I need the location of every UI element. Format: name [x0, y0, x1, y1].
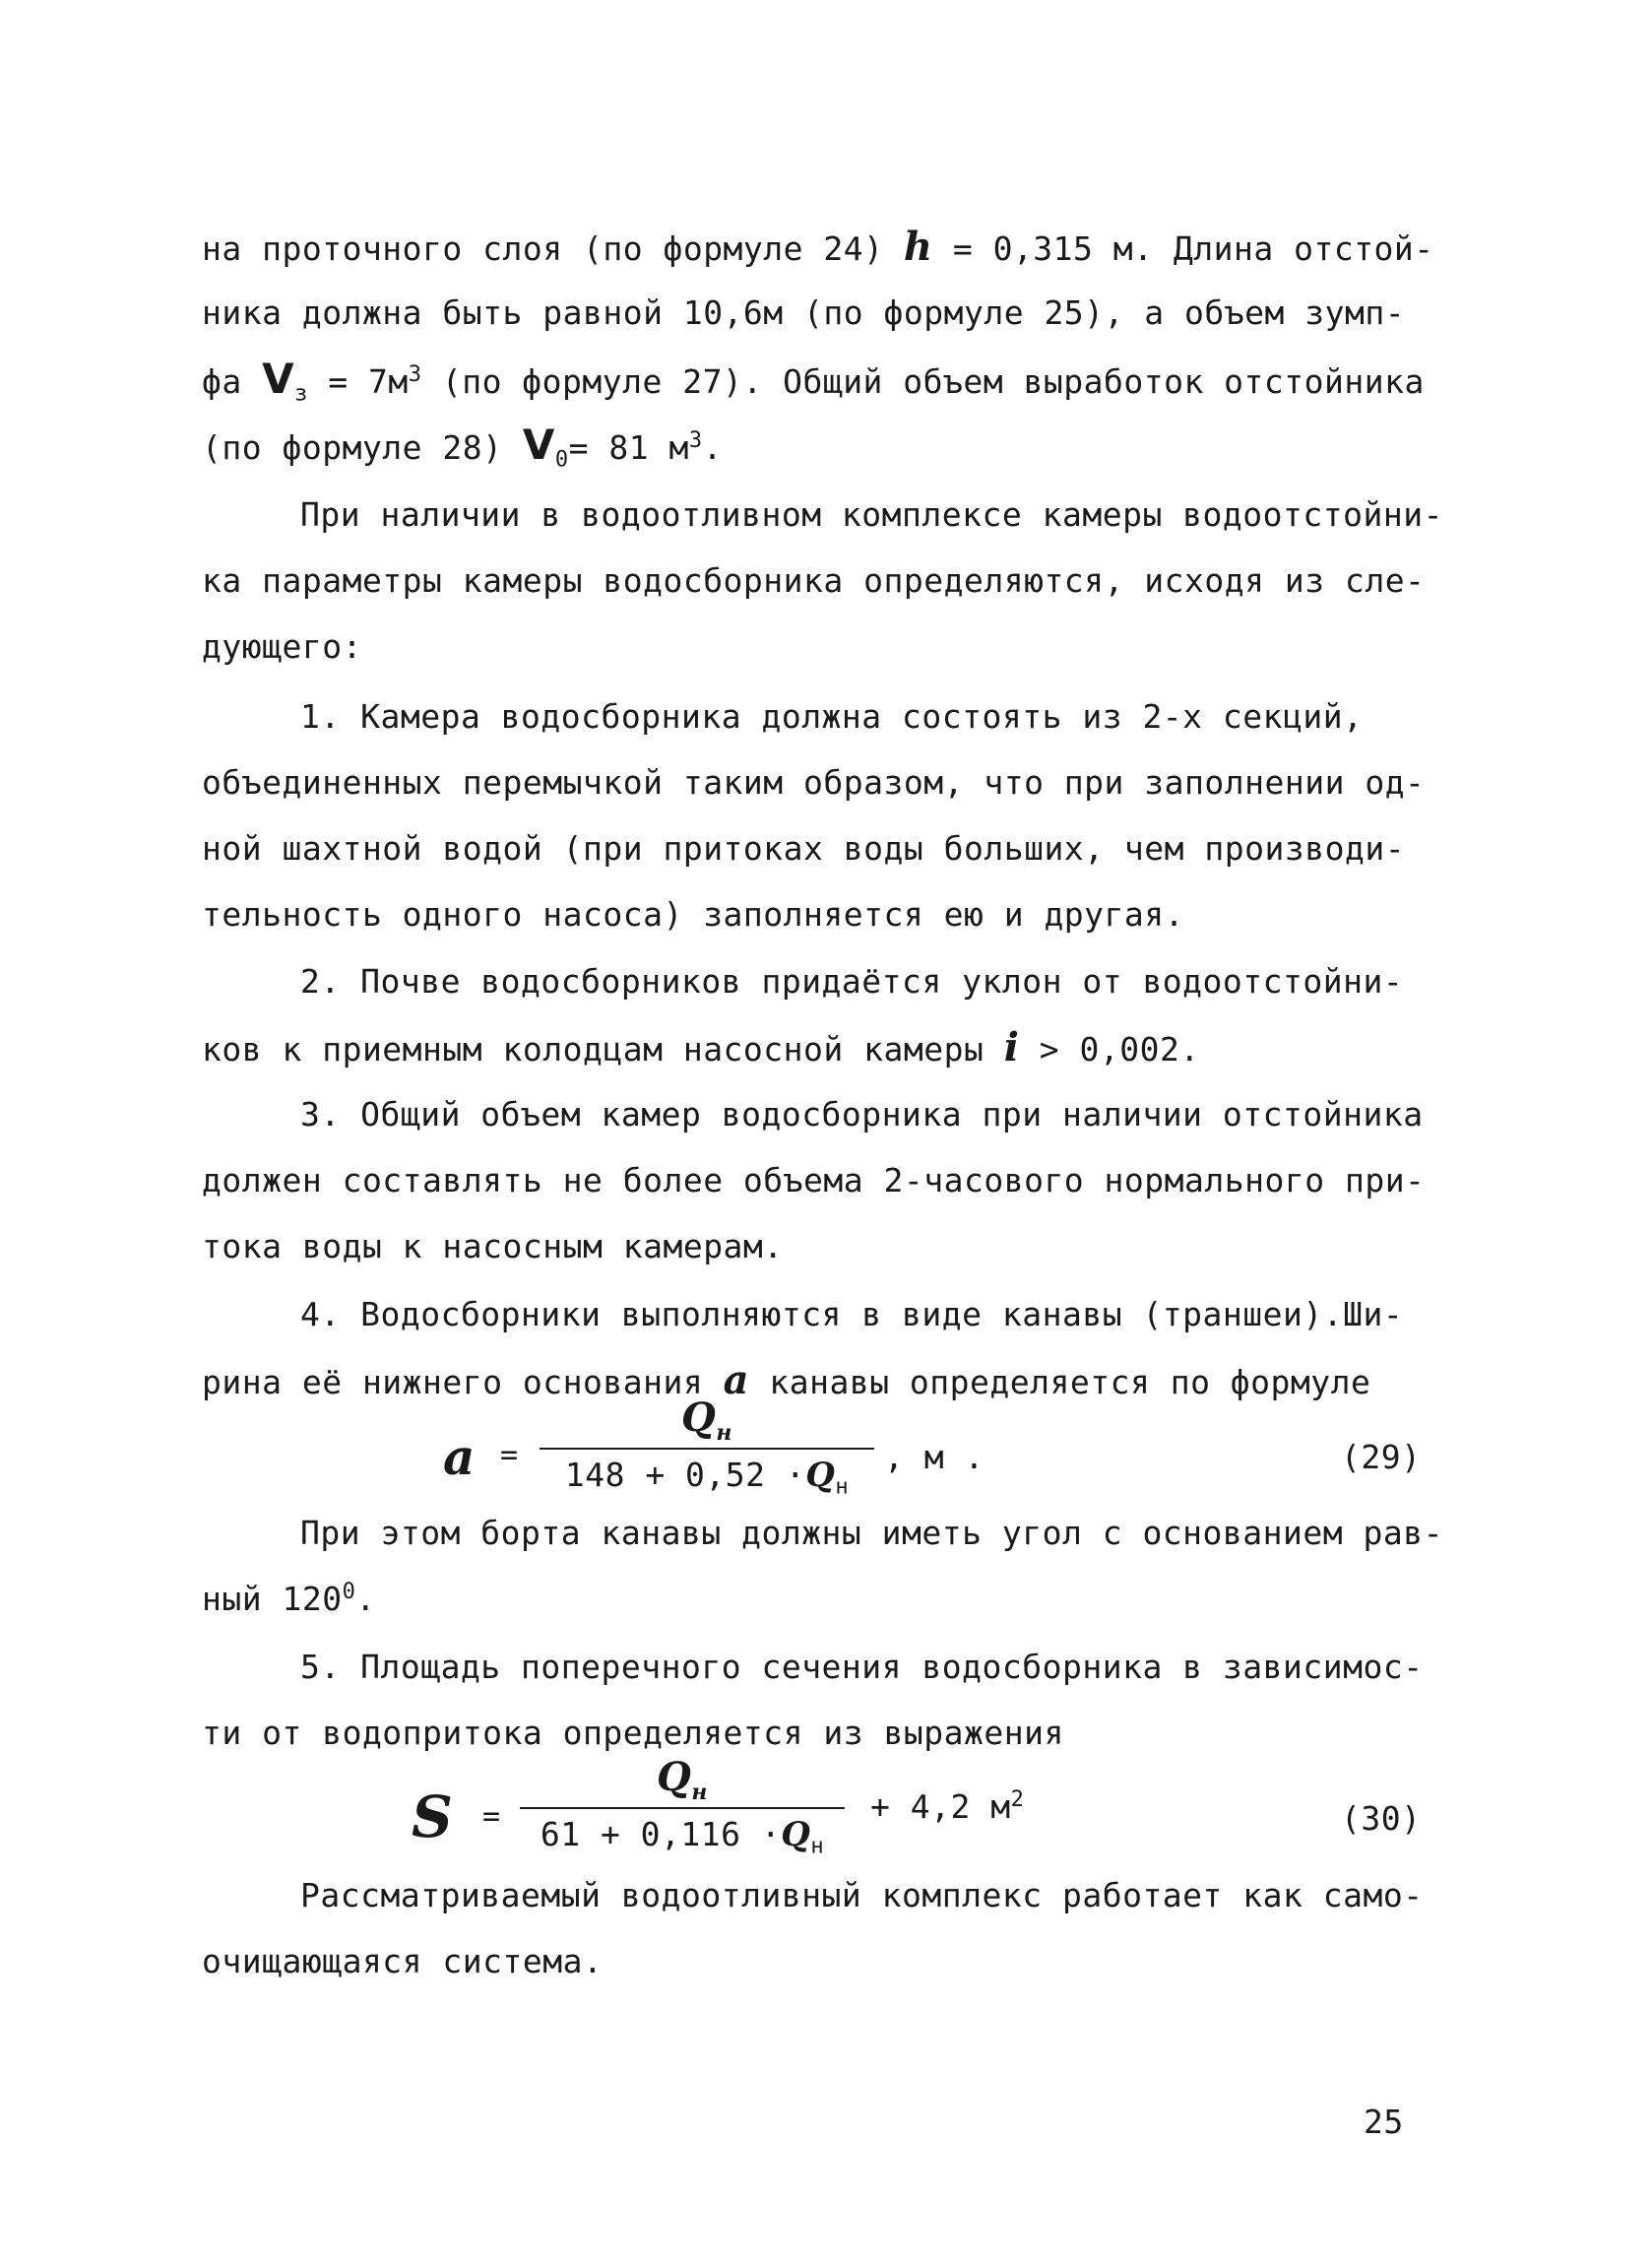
fraction [520, 1748, 845, 1866]
numerator-q: Q [681, 1394, 717, 1441]
text-line: 5. Площадь поперечного сечения водосборника в зависимос- [300, 1648, 1424, 1686]
text-line: 1. Камера водосборника должна состоять из 2-х секций, [300, 697, 1364, 736]
text-line: ка параметры камеры водосборника определяются, исходя из сле- [202, 561, 1426, 600]
fraction [540, 1389, 874, 1507]
text-line [202, 355, 1472, 407]
formula-29 [0, 1389, 1652, 1507]
text-span: ный 120 [202, 1580, 343, 1618]
text-span: . [702, 428, 723, 467]
text-span: = 0,315 м. Длина отстой- [932, 229, 1434, 268]
symbol-a: a [723, 1357, 749, 1403]
text-line [202, 421, 1472, 473]
formula-number: (30) [1341, 1799, 1422, 1838]
denominator-text: 61 + 0,116 · [540, 1815, 782, 1853]
superscript: 3 [408, 362, 422, 387]
superscript: 3 [688, 428, 703, 453]
superscript: 0 [342, 1580, 356, 1604]
formula-suffix: , м . [884, 1438, 985, 1476]
text-span: фа [202, 362, 263, 401]
text-line [202, 1579, 1472, 1620]
text-span: . [355, 1580, 376, 1618]
text-span: = 7м [307, 362, 409, 401]
symbol-v: V [262, 355, 295, 403]
subscript: 0 [554, 447, 569, 473]
fraction-bar [520, 1807, 845, 1809]
symbol-i: i [1003, 1024, 1020, 1070]
text-line: ти от водопритока определяется из выражения [202, 1714, 1064, 1752]
text-line: 2. Почве водосборников придаётся уклон от водоотстойни- [300, 962, 1404, 1001]
text-line: тельность одного насоса) заполняется ею и другая. [202, 895, 1185, 934]
text-span: = 81 м [568, 428, 689, 467]
text-line: 4. Водосборники выполняются в виде канавы (траншеи).Ши- [300, 1295, 1404, 1333]
subscript: н [810, 1834, 825, 1859]
formula-number: (29) [1341, 1438, 1422, 1476]
symbol-h: h [903, 224, 933, 270]
formula-equals: = [500, 1438, 519, 1472]
text-span: на проточного слоя (по формуле 24) [202, 229, 904, 268]
formula-lhs: S [412, 1783, 454, 1850]
numerator [540, 1394, 874, 1446]
text-line: объединенных перемычкой таким образом, что при заполнении од- [202, 763, 1426, 802]
text-line: ной шахтной водой (при притоках воды больших, чем производи- [202, 829, 1406, 868]
superscript: 2 [1010, 1787, 1025, 1812]
denominator [520, 1815, 845, 1859]
text-line: 3. Общий объем камер водосборника при наличии отстойника [300, 1095, 1424, 1134]
text-span: ков к приемным колодцам насосной камеры [202, 1030, 1004, 1069]
text-line: должен составлять не более объема 2-часового нормального при- [202, 1161, 1426, 1199]
text-span: (по формуле 28) [202, 428, 523, 467]
subscript: н [716, 1420, 732, 1446]
text-line: Рассматриваемый водоотливный комплекс работает как само- [300, 1876, 1424, 1914]
text-line: тока воды к насосным камерам. [202, 1227, 784, 1265]
text-line: дующего: [202, 627, 362, 666]
text-span: рина её нижнего основания [202, 1363, 724, 1401]
text-line [202, 1024, 1472, 1070]
denominator-text: 148 + 0,52 · [564, 1456, 806, 1494]
numerator-q: Q [657, 1754, 692, 1800]
numerator [520, 1754, 845, 1805]
page-number: 25 [1364, 2103, 1404, 2141]
symbol-v: V [522, 421, 555, 469]
text-span: (по формуле 27). Общий объем выработок отстойника [421, 362, 1425, 401]
text-line [202, 224, 1472, 270]
denominator-q: Q [781, 1815, 811, 1854]
text-line: При этом борта канавы должны иметь угол с основанием рав- [300, 1514, 1443, 1552]
text-line: очищающаяся система. [202, 1942, 604, 1980]
formula-equals: = [482, 1799, 501, 1834]
subscript: н [691, 1780, 708, 1805]
fraction-bar [540, 1448, 874, 1450]
formula-suffix [870, 1787, 1024, 1826]
suffix-text: + 4,2 м [870, 1787, 1011, 1826]
formula-lhs: a [443, 1428, 476, 1486]
text-span: > 0,002. [1019, 1030, 1200, 1069]
text-span: канавы определяется по формуле [748, 1363, 1371, 1401]
denominator-q: Q [805, 1456, 836, 1495]
text-line: При наличии в водоотливном комплексе камеры водоотстойни- [300, 495, 1443, 534]
formula-30 [0, 1748, 1652, 1866]
text-line: ника должна быть равной 10,6м (по формуле 25), а объем зумп- [202, 293, 1406, 332]
denominator [540, 1456, 874, 1500]
subscript: з [294, 381, 308, 407]
subscript: н [835, 1474, 850, 1500]
